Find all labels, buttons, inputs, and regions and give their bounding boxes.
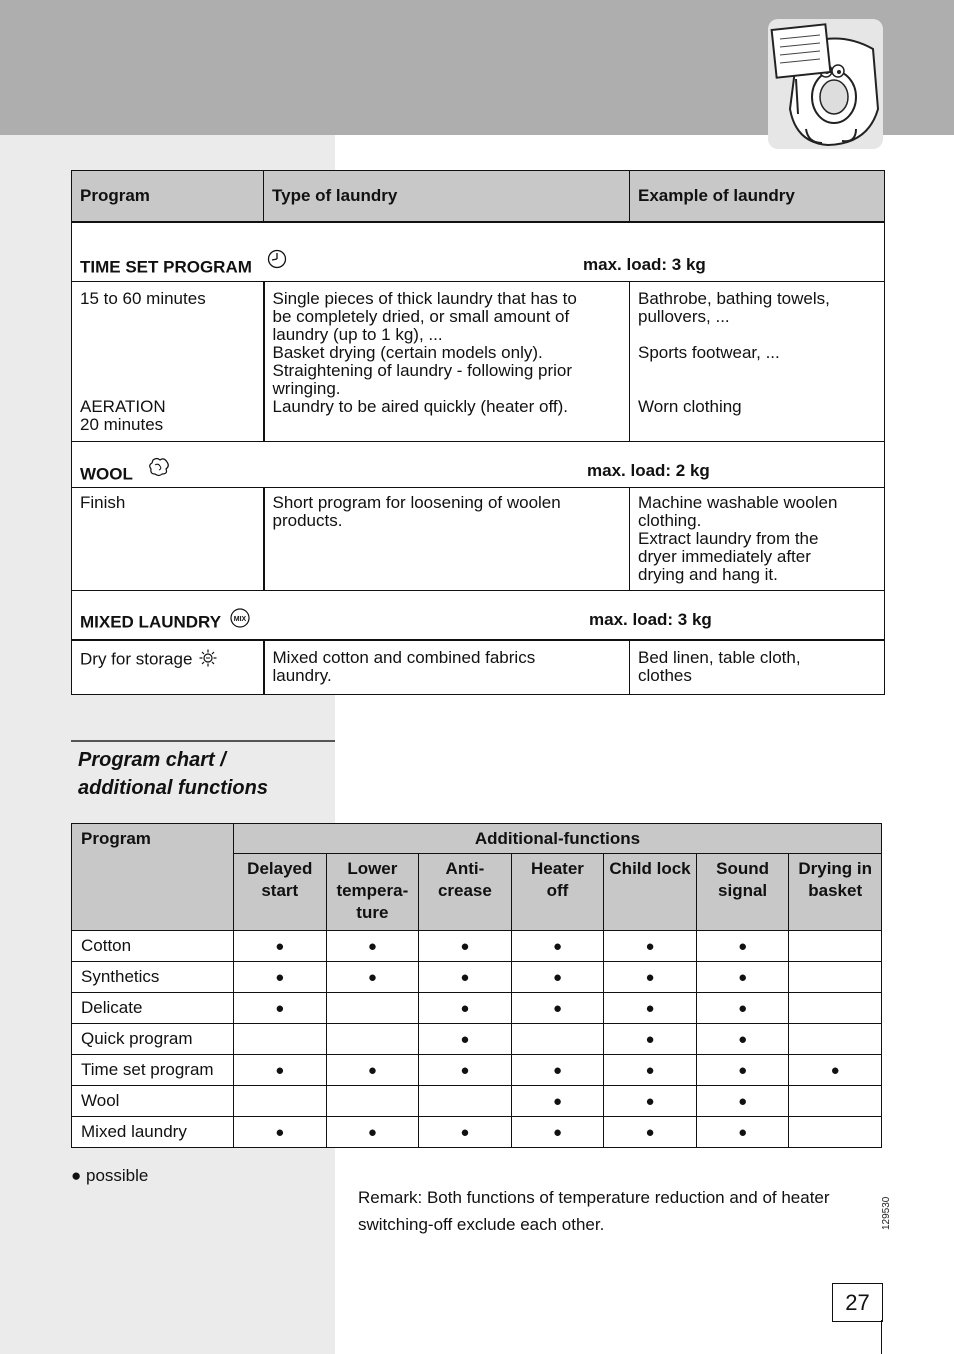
mixed-example-cell	[630, 640, 885, 695]
header-program: Program	[72, 171, 264, 223]
column-header-line: Child lock	[609, 859, 691, 878]
function-mark	[419, 1086, 512, 1117]
example-line: Bed linen, table cloth,	[638, 648, 801, 667]
type-line: wringing.	[272, 379, 341, 398]
heading-rule	[71, 740, 335, 742]
row-program-name: Delicate	[72, 993, 234, 1024]
function-mark: ●	[696, 1086, 789, 1117]
type-line: be completely dried, or small amount of	[272, 307, 570, 326]
function-mark: ●	[511, 1086, 604, 1117]
function-mark: ●	[604, 931, 697, 962]
example-line: pullovers, ...	[638, 307, 730, 326]
heading-line: additional functions	[78, 777, 268, 799]
function-mark	[326, 993, 419, 1024]
dryer-mascot-icon	[768, 19, 883, 149]
function-mark	[234, 1086, 327, 1117]
time-set-program-cell	[72, 282, 264, 442]
example-line: drying and hang it.	[638, 565, 778, 584]
example-line: clothes	[638, 666, 692, 685]
function-mark: ●	[696, 962, 789, 993]
table-row	[72, 931, 882, 962]
function-mark: ●	[234, 962, 327, 993]
function-mark: ●	[419, 1024, 512, 1055]
type-line: Mixed cotton and combined fabrics	[272, 648, 536, 667]
function-header-group: Additional-functions	[234, 824, 882, 854]
section-mixed-load: max. load: 3 kg	[589, 610, 712, 629]
header-example: Example of laundry	[630, 171, 885, 223]
function-mark: ●	[511, 1117, 604, 1148]
svg-text:MIX: MIX	[234, 616, 247, 623]
function-mark: ●	[234, 931, 327, 962]
section-wool-title: WOOL	[80, 462, 171, 488]
remark-line: switching-off exclude each other.	[358, 1215, 605, 1234]
table-row	[72, 993, 882, 1024]
type-line: products.	[272, 511, 343, 530]
function-mark: ●	[789, 1055, 882, 1086]
function-mark	[234, 1024, 327, 1055]
header-type: Type of laundry	[264, 171, 630, 223]
row-program-name: Synthetics	[72, 962, 234, 993]
function-mark: ●	[511, 931, 604, 962]
example-line: Bathrobe, bathing towels,	[638, 289, 830, 308]
table-row	[72, 1086, 882, 1117]
column-header-line: signal	[718, 881, 768, 900]
wool-program-cell: Finish	[72, 488, 264, 591]
function-mark: ●	[604, 1055, 697, 1086]
column-header-line: start	[261, 881, 299, 900]
aeration-label: AERATION	[80, 397, 166, 416]
type-line: Single pieces of thick laundry that has to	[272, 289, 577, 308]
function-mark: ●	[419, 1055, 512, 1086]
page-number: 27	[832, 1283, 883, 1322]
section-time-set	[72, 222, 885, 282]
time-set-example-cell	[630, 282, 885, 442]
example-line: clothing.	[638, 511, 702, 530]
column-header-line: ture	[356, 903, 389, 922]
function-mark: ●	[326, 1055, 419, 1086]
type-line: laundry.	[272, 666, 332, 685]
legend: ● possible	[71, 1166, 149, 1185]
function-mark: ●	[234, 993, 327, 1024]
function-table-body	[72, 931, 882, 1148]
section-time-set-load: max. load: 3 kg	[583, 255, 706, 274]
function-mark: ●	[696, 931, 789, 962]
function-mark	[326, 1024, 419, 1055]
function-mark: ●	[696, 993, 789, 1024]
section-wool-load: max. load: 2 kg	[587, 461, 710, 480]
program-table	[71, 170, 885, 695]
function-column-header	[326, 854, 419, 931]
function-mark: ●	[234, 1117, 327, 1148]
function-column-header	[511, 854, 604, 931]
function-mark: ●	[511, 1055, 604, 1086]
heading-line: Program chart /	[78, 749, 226, 771]
column-header-line: Anti-	[445, 859, 485, 878]
row-wool	[72, 488, 885, 591]
example-line: Machine washable woolen	[638, 493, 838, 512]
mascot-illustration	[768, 19, 883, 149]
time-set-duration: 15 to 60 minutes	[80, 289, 206, 308]
function-mark: ●	[604, 1086, 697, 1117]
type-line: Short program for loosening of woolen	[272, 493, 561, 512]
example-line: Sports footwear, ...	[638, 343, 780, 362]
wool-icon	[147, 456, 171, 482]
function-mark: ●	[604, 993, 697, 1024]
section-heading	[78, 746, 268, 802]
function-mark: ●	[419, 993, 512, 1024]
column-header-line: tempera-	[336, 881, 409, 900]
type-line: Straightening of laundry - following prior	[272, 361, 573, 380]
function-table-group-header	[72, 824, 882, 854]
row-program-name: Mixed laundry	[72, 1117, 234, 1148]
function-mark: ●	[696, 1117, 789, 1148]
wool-example-cell	[630, 488, 885, 591]
section-mixed	[72, 591, 885, 641]
function-mark: ●	[326, 962, 419, 993]
column-header-line: Sound	[716, 859, 770, 878]
function-mark: ●	[604, 1117, 697, 1148]
time-set-type-cell	[264, 282, 630, 442]
function-mark	[326, 1086, 419, 1117]
example-line: Worn clothing	[638, 397, 742, 416]
function-table	[71, 823, 882, 1148]
table-row	[72, 1055, 882, 1086]
type-line: Laundry to be aired quickly (heater off).	[272, 397, 568, 416]
mixed-type-cell	[264, 640, 630, 695]
function-header-program: Program	[72, 824, 234, 931]
column-header-line: Heater	[531, 859, 584, 878]
function-column-header	[789, 854, 882, 931]
function-mark: ●	[696, 1024, 789, 1055]
function-column-header	[696, 854, 789, 931]
function-mark: ●	[234, 1055, 327, 1086]
function-mark: ●	[511, 962, 604, 993]
remark	[358, 1184, 878, 1238]
function-mark: ●	[326, 1117, 419, 1148]
function-mark	[789, 962, 882, 993]
function-mark: ●	[604, 962, 697, 993]
function-mark	[789, 1117, 882, 1148]
function-mark	[789, 1086, 882, 1117]
document-number: 129530	[881, 1196, 892, 1230]
function-mark: ●	[326, 931, 419, 962]
function-mark: ●	[419, 1117, 512, 1148]
function-column-header	[234, 854, 327, 931]
function-mark	[789, 931, 882, 962]
function-mark	[789, 1024, 882, 1055]
section-wool	[72, 442, 885, 488]
page-marker-line	[881, 1320, 882, 1354]
table-row	[72, 1024, 882, 1055]
function-mark: ●	[511, 993, 604, 1024]
row-program-name: Time set program	[72, 1055, 234, 1086]
column-header-line: crease	[437, 881, 492, 900]
function-mark: ●	[419, 931, 512, 962]
function-mark: ●	[604, 1024, 697, 1055]
section-mixed-title: MIXED LAUNDRY MIX	[80, 611, 251, 635]
table-row	[72, 962, 882, 993]
row-program-name: Cotton	[72, 931, 234, 962]
function-column-header	[604, 854, 697, 931]
type-line: laundry (up to 1 kg), ...	[272, 325, 443, 344]
mixed-program-label: Dry for storage	[80, 649, 193, 669]
section-time-set-title: TIME SET PROGRAM	[80, 256, 287, 280]
example-line: dryer immediately after	[638, 547, 811, 566]
column-header-line: Drying in	[798, 859, 873, 878]
program-table-header	[72, 171, 885, 223]
aeration-duration: 20 minutes	[80, 415, 164, 434]
column-header-line: basket	[808, 881, 863, 900]
remark-line: Remark: Both functions of temperature reduction and of heater	[358, 1188, 830, 1207]
mix-icon	[229, 608, 251, 632]
row-program-name: Wool	[72, 1086, 234, 1117]
wool-type-cell	[264, 488, 630, 591]
row-mixed	[72, 640, 885, 695]
function-column-header	[419, 854, 512, 931]
column-header-line: Delayed	[247, 859, 313, 878]
example-line: Extract laundry from the	[638, 529, 819, 548]
mixed-program-cell	[72, 640, 264, 695]
clock-icon	[267, 249, 287, 273]
table-row	[72, 1117, 882, 1148]
function-mark	[789, 993, 882, 1024]
row-program-name: Quick program	[72, 1024, 234, 1055]
sun-icon	[199, 649, 217, 671]
type-line: Basket drying (certain models only).	[272, 343, 543, 362]
column-header-line: off	[546, 881, 569, 900]
function-mark: ●	[696, 1055, 789, 1086]
row-time-set	[72, 282, 885, 442]
function-mark	[511, 1024, 604, 1055]
column-header-line: Lower	[347, 859, 398, 878]
function-mark: ●	[419, 962, 512, 993]
